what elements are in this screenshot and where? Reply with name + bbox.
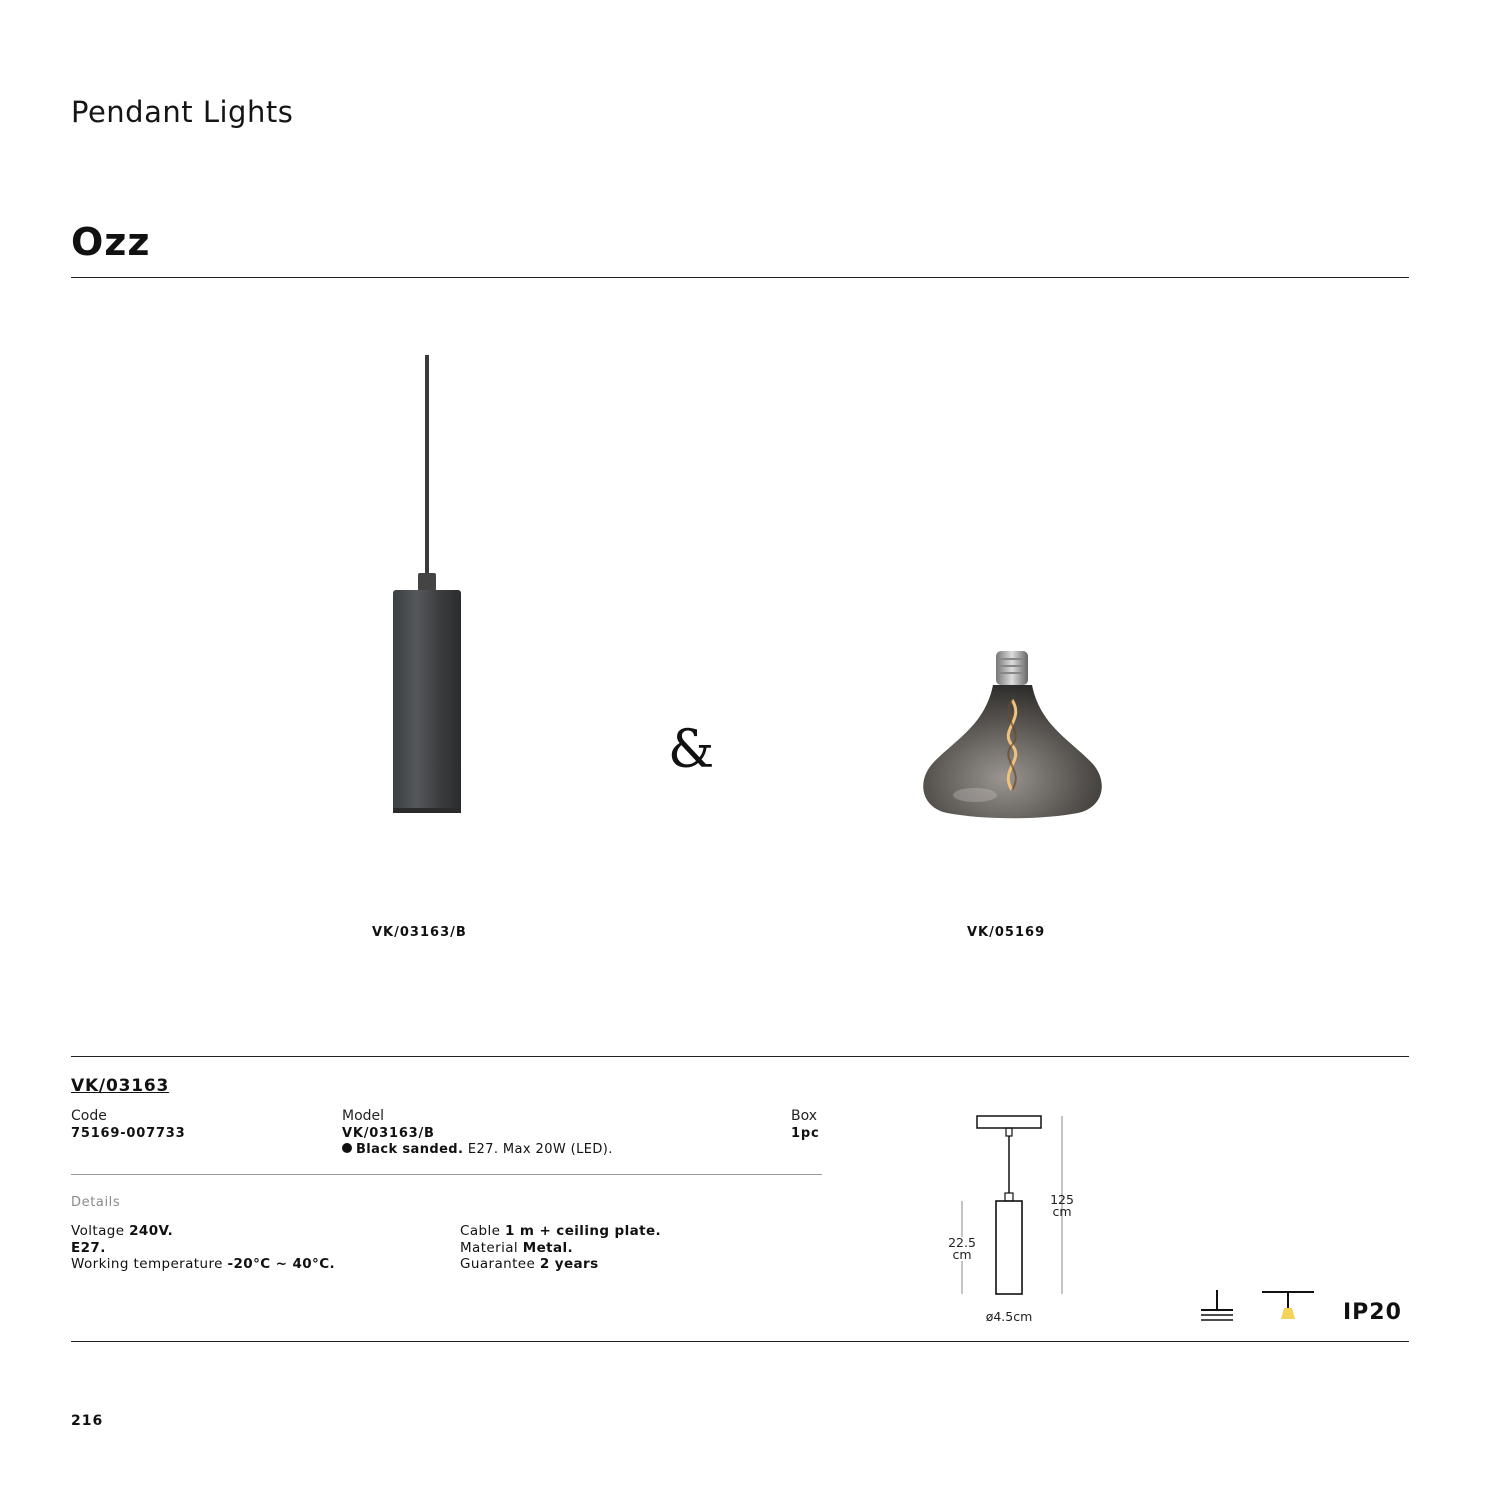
smoked-bulb-image	[915, 645, 1110, 825]
guarantee-label: Guarantee	[460, 1256, 540, 1272]
code-value: 75169-007733	[71, 1126, 186, 1141]
voltage-value: 240V.	[129, 1223, 174, 1239]
total-height-unit: cm	[1052, 1204, 1072, 1219]
temperature-label: Working temperature	[71, 1256, 228, 1272]
ampersand-separator: &	[668, 720, 715, 780]
model-desc-rest: E27. Max 20W (LED).	[463, 1142, 613, 1157]
cable-value: 1 m + ceiling plate.	[505, 1223, 662, 1239]
family-title: Ozz	[71, 220, 151, 264]
body-height-value: 22.5	[948, 1235, 976, 1250]
cable-label: Cable	[460, 1223, 506, 1239]
body-height-label	[942, 1237, 982, 1261]
pendant-light-icon	[1260, 1288, 1316, 1324]
product-reference: VK/03163	[71, 1076, 170, 1096]
class-earth-icon	[1198, 1288, 1238, 1324]
model-label: Model	[342, 1108, 385, 1124]
voltage-label: Voltage	[71, 1223, 130, 1239]
spec-left	[71, 1223, 335, 1273]
material-label: Material	[460, 1239, 523, 1256]
details-bottom-divider	[71, 1341, 1409, 1342]
guarantee-value: 2 years	[539, 1256, 599, 1272]
pendant-cylinder-image	[380, 350, 475, 820]
box-label: Box	[791, 1108, 818, 1124]
total-height-value: 125	[1050, 1192, 1074, 1207]
spec-right	[460, 1223, 661, 1273]
product-caption-1: VK/03163/B	[372, 925, 467, 940]
category-title: Pendant Lights	[71, 95, 294, 129]
page-number: 216	[71, 1413, 104, 1429]
product-caption-2: VK/05169	[967, 925, 1046, 940]
box-value: 1pc	[791, 1126, 820, 1141]
details-top-divider	[71, 1056, 1409, 1057]
temperature-value: -20°C ~ 40°C.	[227, 1256, 336, 1272]
total-height-label	[1046, 1194, 1078, 1218]
material-value: Metal.	[522, 1239, 574, 1256]
ip-rating: IP20	[1343, 1300, 1402, 1325]
diameter-label: ø4.5cm	[985, 1309, 1033, 1324]
header-divider	[71, 277, 1409, 278]
model-description	[342, 1142, 613, 1157]
body-height-unit: cm	[952, 1247, 972, 1262]
socket-value: E27.	[71, 1239, 106, 1256]
code-label: Code	[71, 1108, 107, 1124]
details-inner-divider	[71, 1174, 822, 1175]
model-finish: Black sanded.	[356, 1142, 464, 1157]
details-label: Details	[71, 1195, 121, 1210]
finish-dot-icon	[342, 1143, 352, 1153]
model-value: VK/03163/B	[342, 1126, 435, 1141]
